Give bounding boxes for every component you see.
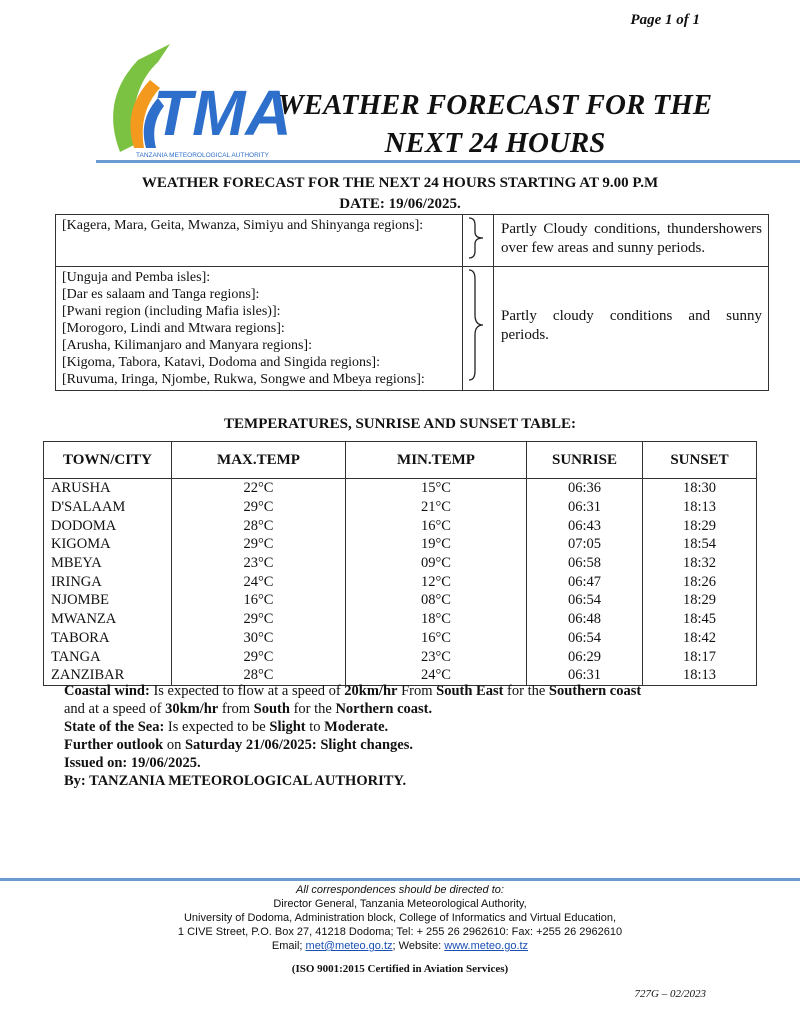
cell-max: 24°C xyxy=(172,572,346,591)
cell-max: 28°C xyxy=(172,516,346,535)
region-line: [Morogoro, Lindi and Mtwara regions]: xyxy=(62,321,285,336)
forecast-row xyxy=(56,267,769,391)
table-row xyxy=(44,516,757,535)
region-line: [Unguja and Pemba isles]: xyxy=(62,270,211,285)
table-header-row xyxy=(44,442,757,479)
regions-cell xyxy=(56,215,463,267)
main-title-line2: NEXT 24 HOURS xyxy=(384,127,606,159)
cell-sunset: 18:13 xyxy=(643,498,757,517)
region-line: [Kagera, Mara, Geita, Mwanza, Simiyu and Shinyanga regions]: xyxy=(62,218,424,233)
cell-max: 28°C xyxy=(172,666,346,685)
cell-min: 12°C xyxy=(346,572,527,591)
cell-sunrise: 06:43 xyxy=(527,516,643,535)
footer-line: University of Dodoma, Administration block, College of Informatics and Virtual Education, xyxy=(183,912,617,924)
region-line: [Ruvuma, Iringa, Njombe, Rukwa, Songwe and Mbeya regions]: xyxy=(62,372,425,387)
cell-min: 23°C xyxy=(346,647,527,666)
temperature-table xyxy=(43,441,757,686)
email-link[interactable]: met@meteo.go.tz xyxy=(305,940,393,952)
header-divider xyxy=(96,160,800,163)
condition-cell: Partly Cloudy conditions, thundershowers over few areas and sunny periods. xyxy=(494,215,769,267)
col-max-temp: MAX.TEMP xyxy=(172,442,346,479)
main-title xyxy=(270,86,720,162)
main-title-line1: WEATHER FORECAST FOR THE xyxy=(277,89,713,121)
coastal-wind-line-2: and at a speed of 30km/hr from South for the Northern coast. xyxy=(64,701,433,717)
cell-min: 15°C xyxy=(346,479,527,498)
cell-sunset: 18:26 xyxy=(643,572,757,591)
cell-min: 24°C xyxy=(346,666,527,685)
cell-sunrise: 06:31 xyxy=(527,498,643,517)
cell-sunset: 18:29 xyxy=(643,516,757,535)
curly-brace-icon xyxy=(463,267,493,383)
cell-sunrise: 07:05 xyxy=(527,535,643,554)
cell-sunrise: 06:31 xyxy=(527,666,643,685)
cell-max: 30°C xyxy=(172,629,346,648)
cell-max: 29°C xyxy=(172,610,346,629)
cell-sunrise: 06:47 xyxy=(527,572,643,591)
curly-brace-icon xyxy=(463,215,493,261)
cell-max: 29°C xyxy=(172,647,346,666)
cell-sunset: 18:32 xyxy=(643,554,757,573)
footer-line: 1 CIVE Street, P.O. Box 27, 41218 Dodoma; Tel: + 255 26 2962610: Fax: +255 26 2962610 xyxy=(177,926,623,938)
cell-sunset: 18:17 xyxy=(643,647,757,666)
cell-min: 16°C xyxy=(346,516,527,535)
table-row xyxy=(44,535,757,554)
cell-sunrise: 06:54 xyxy=(527,591,643,610)
cell-town: TABORA xyxy=(44,629,172,648)
region-line: [Arusha, Kilimanjaro and Manyara regions]: xyxy=(62,338,312,353)
forecast-row xyxy=(56,215,769,267)
regions-cell xyxy=(56,267,463,391)
cell-town: ARUSHA xyxy=(44,479,172,498)
table-row xyxy=(44,572,757,591)
cell-min: 19°C xyxy=(346,535,527,554)
forecast-subtitle xyxy=(40,173,760,215)
cell-sunset: 18:45 xyxy=(643,610,757,629)
cell-town: NJOMBE xyxy=(44,591,172,610)
table-row xyxy=(44,647,757,666)
coastal-wind-line-1: Coastal wind: Is expected to flow at a speed of 20km/hr From South East for the Southern coast xyxy=(64,683,642,699)
cell-town: DODOMA xyxy=(44,516,172,535)
brace-cell xyxy=(463,267,494,391)
sea-state-line: State of the Sea: Is expected to be Slight to Moderate. xyxy=(64,719,389,735)
cell-max: 29°C xyxy=(172,535,346,554)
cell-sunrise: 06:29 xyxy=(527,647,643,666)
cell-sunset: 18:54 xyxy=(643,535,757,554)
footer-intro: All correspondences should be directed to: xyxy=(296,884,504,896)
cell-town: MBEYA xyxy=(44,554,172,573)
col-sunrise: SUNRISE xyxy=(527,442,643,479)
table-row xyxy=(44,554,757,573)
form-code: 727G – 02/2023 xyxy=(634,988,706,1000)
footer-divider xyxy=(0,878,800,881)
cell-max: 16°C xyxy=(172,591,346,610)
cell-min: 08°C xyxy=(346,591,527,610)
region-line: [Pwani region (including Mafia isles)]: xyxy=(62,304,281,319)
cell-max: 22°C xyxy=(172,479,346,498)
iso-certification: (ISO 9001:2015 Certified in Aviation Services) xyxy=(291,963,509,975)
col-sunset: SUNSET xyxy=(643,442,757,479)
issued-line: Issued on: 19/06/2025. xyxy=(64,755,201,771)
cell-town: TANGA xyxy=(44,647,172,666)
subtitle-line: WEATHER FORECAST FOR THE NEXT 24 HOURS STARTING AT 9.00 P.M xyxy=(141,175,659,191)
authority-line: By: TANZANIA METEOROLOGICAL AUTHORITY. xyxy=(64,773,407,789)
cell-sunset: 18:13 xyxy=(643,666,757,685)
cell-sunrise: 06:54 xyxy=(527,629,643,648)
cell-sunrise: 06:36 xyxy=(527,479,643,498)
col-town: TOWN/CITY xyxy=(44,442,172,479)
cell-min: 16°C xyxy=(346,629,527,648)
brace-cell xyxy=(463,215,494,267)
region-line: [Kigoma, Tabora, Katavi, Dodoma and Singida regions]: xyxy=(62,355,380,370)
website-link[interactable]: www.meteo.go.tz xyxy=(444,940,529,952)
cell-sunrise: 06:48 xyxy=(527,610,643,629)
cell-sunset: 18:29 xyxy=(643,591,757,610)
cell-max: 23°C xyxy=(172,554,346,573)
table-row xyxy=(44,610,757,629)
logo-caption: TANZANIA METEOROLOGICAL AUTHORITY xyxy=(136,152,269,159)
forecast-notes xyxy=(64,682,764,790)
cell-town: KIGOMA xyxy=(44,535,172,554)
table-row xyxy=(44,629,757,648)
cell-min: 18°C xyxy=(346,610,527,629)
cell-town: ZANZIBAR xyxy=(44,666,172,685)
cell-min: 21°C xyxy=(346,498,527,517)
logo-letters: TMA xyxy=(153,77,292,149)
table-row xyxy=(44,591,757,610)
footer-line: Director General, Tanzania Meteorological Authority, xyxy=(273,898,527,910)
outlook-line: Further outlook on Saturday 21/06/2025: Slight changes. xyxy=(64,737,413,753)
cell-sunrise: 06:58 xyxy=(527,554,643,573)
region-line: [Dar es salaam and Tanga regions]: xyxy=(62,287,260,302)
cell-town: IRINGA xyxy=(44,572,172,591)
cell-sunset: 18:30 xyxy=(643,479,757,498)
forecast-date: DATE: 19/06/2025. xyxy=(339,196,461,212)
footer-address xyxy=(100,883,700,953)
regional-forecast-table xyxy=(55,214,769,391)
condition-cell: Partly cloudy conditions and sunny periods. xyxy=(494,267,769,391)
footer-contact: Email; met@meteo.go.tz; Website: www.meteo.go.tz xyxy=(271,940,529,952)
page-number: Page 1 of 1 xyxy=(630,12,700,28)
tma-logo xyxy=(98,40,292,160)
table-row xyxy=(44,479,757,498)
table-row xyxy=(44,498,757,517)
cell-max: 29°C xyxy=(172,498,346,517)
cell-min: 09°C xyxy=(346,554,527,573)
cell-town: MWANZA xyxy=(44,610,172,629)
temperature-table-heading: TEMPERATURES, SUNRISE AND SUNSET TABLE: xyxy=(224,416,576,432)
cell-sunset: 18:42 xyxy=(643,629,757,648)
cell-town: D'SALAAM xyxy=(44,498,172,517)
col-min-temp: MIN.TEMP xyxy=(346,442,527,479)
